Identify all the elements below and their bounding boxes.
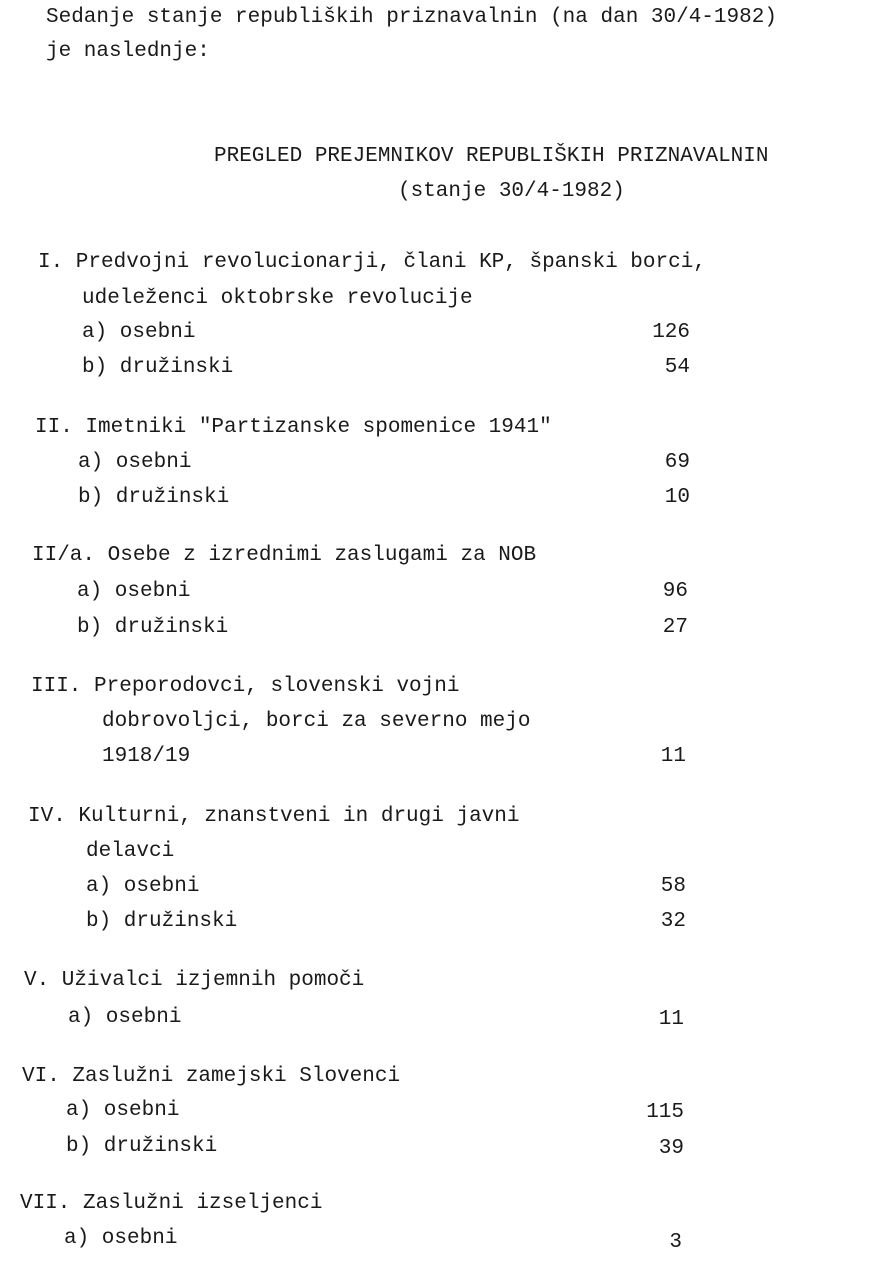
row-label: a) osebni — [82, 321, 196, 344]
section-title-line: IV. Kulturni, znanstveni in drugi javni — [28, 805, 520, 828]
section-title-line: 1918/19 — [102, 745, 191, 768]
row-value: 3 — [669, 1231, 682, 1254]
row-value: 115 — [646, 1101, 684, 1124]
section-title-line: III. Preporodovci, slovenski vojni — [31, 675, 460, 698]
row-value: 58 — [660, 875, 686, 898]
row-label: b) družinski — [86, 910, 238, 933]
section-title-line: I. Predvojni revolucionarji, člani KP, španski borci, — [38, 251, 706, 274]
row-value: 11 — [658, 1008, 684, 1031]
row-value: 32 — [660, 910, 686, 933]
row-value: 10 — [664, 486, 690, 509]
row-label: b) družinski — [78, 486, 230, 509]
row-value: 126 — [652, 321, 690, 344]
document-subtitle: (stanje 30/4-1982) — [398, 180, 625, 203]
section-title-line: VII. Zaslužni izseljenci — [20, 1192, 323, 1215]
section-title-line: dobrovoljci, borci za severno mejo — [102, 710, 531, 733]
intro-line-2: je naslednje: — [46, 40, 210, 63]
document-title: PREGLED PREJEMNIKOV REPUBLIŠKIH PRIZNAVALNIN — [214, 145, 769, 168]
section-title-line: II. Imetniki "Partizanske spomenice 1941" — [35, 416, 552, 439]
section-title-line: VI. Zaslužni zamejski Slovenci — [22, 1065, 401, 1088]
row-label: a) osebni — [77, 580, 191, 603]
section-title-line: delavci — [86, 840, 175, 863]
row-value: 96 — [662, 580, 688, 603]
section-title-line: udeleženci oktobrske revolucije — [82, 287, 473, 310]
row-value: 69 — [664, 451, 690, 474]
row-label: a) osebni — [64, 1227, 178, 1250]
row-label: b) družinski — [82, 356, 234, 379]
row-label: a) osebni — [78, 451, 192, 474]
row-value: 54 — [664, 356, 690, 379]
row-label: b) družinski — [66, 1135, 218, 1158]
section-title-line: V. Uživalci izjemnih pomoči — [24, 969, 365, 992]
row-value: 11 — [660, 745, 686, 768]
row-label: b) družinski — [77, 616, 229, 639]
section-title-line: II/a. Osebe z izrednimi zaslugami za NOB — [32, 544, 537, 567]
row-label: a) osebni — [66, 1099, 180, 1122]
row-label: a) osebni — [68, 1006, 182, 1029]
intro-line-1: Sedanje stanje republiških priznavalnin (na dan 30/4-1982) — [46, 6, 777, 29]
row-value: 39 — [658, 1137, 684, 1160]
row-value: 27 — [662, 616, 688, 639]
row-label: a) osebni — [86, 875, 200, 898]
